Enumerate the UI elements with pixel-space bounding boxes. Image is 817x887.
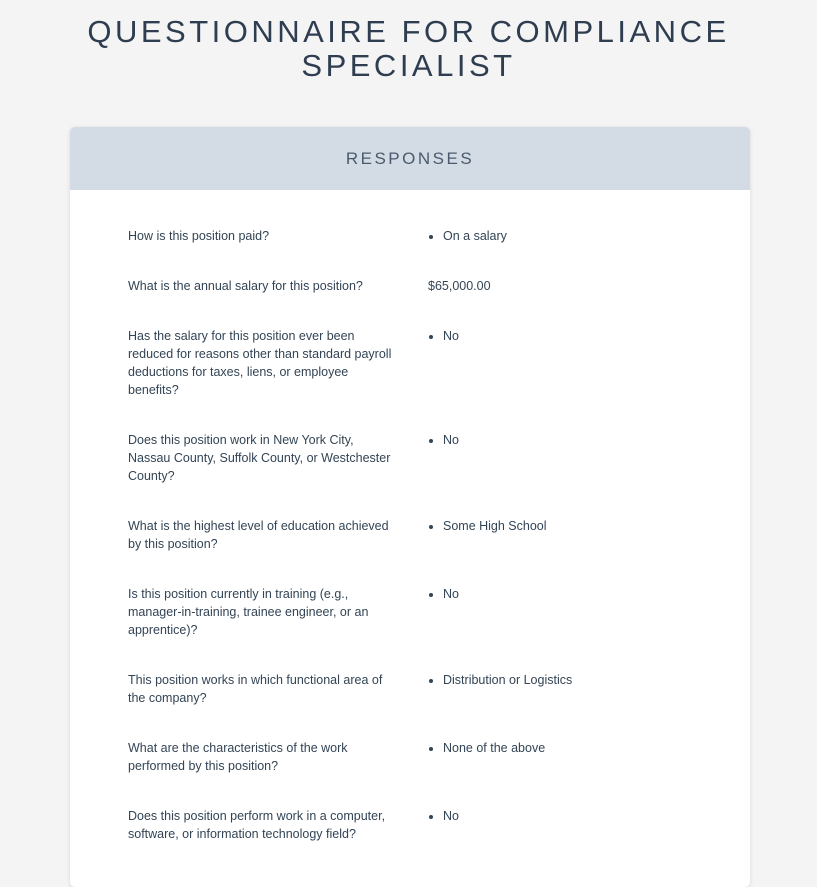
answer xyxy=(430,671,572,689)
answer-value: $65,000.00 xyxy=(428,279,491,293)
answer xyxy=(430,517,547,535)
answer xyxy=(430,327,459,345)
question-text: This position works in which functional area of the company? xyxy=(128,673,383,705)
page-title-line-2: SPECIALIST xyxy=(301,48,516,83)
question-text: Has the salary for this position ever been reduced for reasons other than standard payroll deductions for taxes, liens, or employee benefits? xyxy=(128,329,392,397)
answer-item: • No xyxy=(443,327,459,345)
qa-row xyxy=(128,517,708,553)
answer xyxy=(430,807,459,825)
qa-list xyxy=(128,227,708,875)
qa-row xyxy=(128,739,708,775)
qa-row xyxy=(128,807,708,843)
responses-card xyxy=(70,127,750,887)
qa-row xyxy=(128,431,708,485)
qa-row xyxy=(128,277,708,295)
answer-item: • No xyxy=(443,431,459,449)
question-text: What are the characteristics of the work performed by this position? xyxy=(128,741,348,773)
qa-row xyxy=(128,327,708,399)
answer xyxy=(430,227,507,245)
answer-item: • No xyxy=(443,585,459,603)
answer xyxy=(430,431,459,449)
question-text: Does this position work in New York City, Nassau County, Suffolk County, or Westchester County? xyxy=(128,433,391,483)
page-title xyxy=(0,0,817,83)
question-text: Is this position currently in training (e.g., manager-in-training, trainee engineer, or an apprentice)? xyxy=(128,587,369,637)
answer-item: • On a salary xyxy=(443,227,507,245)
answer-item: • Distribution or Logistics xyxy=(443,671,572,689)
answer xyxy=(430,277,491,295)
answer-item: • Some High School xyxy=(443,517,547,535)
question-text: What is the highest level of education achieved by this position? xyxy=(128,519,389,551)
qa-row xyxy=(128,671,708,707)
question-text: How is this position paid? xyxy=(128,229,270,243)
answer-item: • None of the above xyxy=(443,739,545,757)
answer xyxy=(430,585,459,603)
answer xyxy=(430,739,545,757)
question-text: What is the annual salary for this position? xyxy=(128,279,363,293)
question-text: Does this position perform work in a computer, software, or information technology field? xyxy=(128,809,386,841)
card-header-title: RESPONSES xyxy=(345,148,475,168)
card-header xyxy=(70,127,750,190)
page-title-line-1: QUESTIONNAIRE FOR COMPLIANCE xyxy=(87,14,730,49)
qa-row xyxy=(128,227,708,245)
qa-row xyxy=(128,585,708,639)
answer-item: • No xyxy=(443,807,459,825)
